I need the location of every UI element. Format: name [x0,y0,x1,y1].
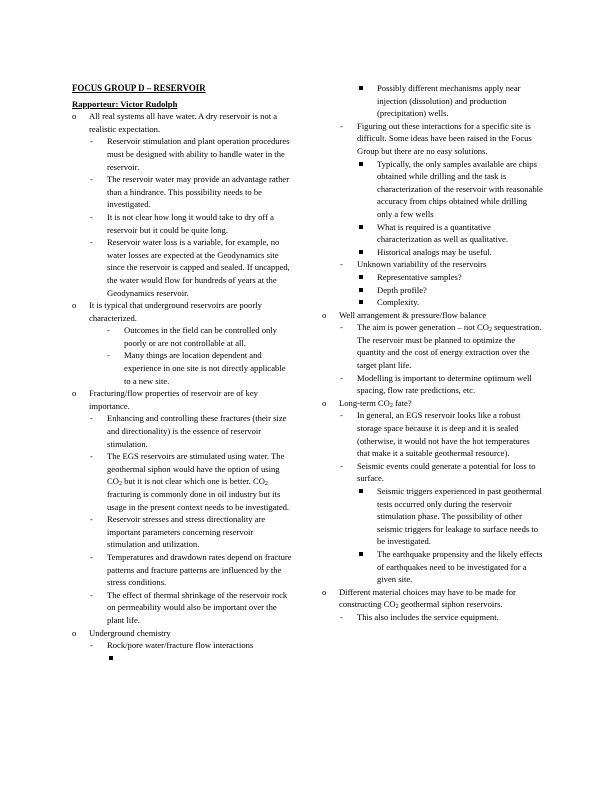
circle-bullet-icon: o [72,388,77,399]
list-item: - Many things are location dependent and experience in one site is not directly applicable to a new site. [107,350,286,386]
list-item: - Outcomes in the field can be controlled only poorly or are not controllable at all. [107,325,277,348]
dash-bullet-icon: - [107,350,110,361]
list-item: - The EGS reservoirs are stimulated using water. The geothermal siphon would have the option of using $CO_2$ but it is not clear which one is better. $CO_2$ fracturing is commonly done in oil industry but its usage in the present context needs to be investigated. [90,451,290,512]
dash-bullet-icon: - [340,120,343,131]
list-item: - The reservoir water may provide an advantage rather than a hindrance. This possibility needs to be investigated. [90,174,290,210]
list-item: Historical analogs may be useful. [322,246,544,259]
dash-bullet-icon: - [340,410,343,421]
list-item: - This also includes the service equipment. [340,611,499,622]
square-bullet-icon [359,86,363,90]
dash-bullet-icon: - [90,589,93,600]
dash-bullet-icon: - [340,259,343,270]
circle-bullet-icon: o [322,586,327,597]
square-bullet-icon [359,300,363,304]
dash-bullet-icon: - [340,372,343,383]
dash-bullet-icon: - [90,413,93,424]
list-item: The earthquake propensity and the likely effects of earthquakes need to be investigated for a given site. [322,548,544,586]
dash-bullet-icon: - [340,611,343,622]
square-bullet-icon [359,489,363,493]
dash-bullet-icon: - [90,211,93,222]
list-item: Complexity. [322,296,544,309]
list-item: Representative samples? [322,271,544,284]
page-title: FOCUS GROUP D – RESERVOIR [72,83,206,93]
square-bullet-icon [359,225,363,229]
circle-bullet-icon: o [322,397,327,408]
dash-bullet-icon: - [340,322,343,333]
right-column [322,82,544,624]
list-item: - Reservoir stimulation and plant operation procedures must be designed with ability to handle water in the reservoir. [90,136,290,172]
list-item: o All real systems all have water. A dry reservoir is not a realistic expectation. [72,111,278,134]
list-item: - Unknown variability of the reservoirs [340,259,487,270]
list-item: Typically, the only samples available are chips obtained while drilling and the task is characterization of the reservoir with reasonable accuracy from chips obtained while drilling only a few wells [322,158,544,221]
list-item: - Modelling is important to determine optimum well spacing, flow rate predictions, etc. [340,372,532,396]
list-item: - Reservoir water loss is a variable, for example, no water losses are expected at the Geodynamics site since the reservoir is capped and sealed. If uncapped, the water would flow for hundreds of years at the Geodynamics reservoir. [90,237,290,298]
list-item: - Figuring out these interactions for a specific site is difficult. Some ideas have been raised in the Focus Group but there are no easy solutions. [340,120,532,156]
dash-bullet-icon: - [90,514,93,525]
circle-bullet-icon: o [322,309,327,320]
list-item: - It is not clear how long it would take to dry off a reservoir but it could be quite long. [90,211,274,235]
list-item: - In general, an EGS reservoir looks like a robust storage space because it is deep and it is sealed (otherwise, it would not have the hot temperatures that make it a suitable geothermal resource). [340,410,530,459]
square-bullet-icon [109,656,113,660]
list-item: - Reservoir stresses and stress directionality are important parameters concerning reservoir stimulation and utilization. [90,514,266,550]
dash-bullet-icon: - [90,551,93,562]
square-bullet-icon [359,162,363,166]
circle-bullet-icon: o [72,627,77,638]
list-item: o Well arrangement & pressure/flow balance [322,309,487,320]
list-item: Seismic triggers experienced in past geothermal tests occurred only during the reservoir stimulation phase. The possibility of other seismic triggers for leakage to surface needs to be investigated. [322,485,544,548]
list-item: What is required is a quantitative characterization as well as qualitative. [322,221,544,246]
list-item: Depth profile? [322,284,544,297]
list-item: - Seismic events could generate a potential for loss to surface. [340,460,536,484]
list-item [72,652,294,665]
dash-bullet-icon: - [90,174,93,185]
list-item: Possibly different mechanisms apply near injection (dissolution) and production (precipitation) wells. [322,82,544,120]
dash-bullet-icon: - [90,136,93,147]
circle-bullet-icon: o [72,111,77,122]
dash-bullet-icon: - [340,460,343,471]
list-item: - Rock/pore water/fracture flow interactions [90,640,254,651]
list-item: - The aim is power generation – not $CO_2$ sequestration. The reservoir must be planned to optimize the quantity and the cost of energy extraction over the target plant life. [340,322,542,371]
square-bullet-icon [359,250,363,254]
dash-bullet-icon: - [90,451,93,462]
list-item: - Enhancing and controlling these fractures (their size and directionality) is the essence of reservoir stimulation. [90,413,287,449]
dash-bullet-icon: - [107,325,110,336]
dash-bullet-icon: - [90,237,93,248]
dash-bullet-icon: - [90,640,93,651]
circle-bullet-icon: o [72,300,77,311]
list-item: o Long-term $CO_2$ fate? [322,397,412,409]
square-bullet-icon [359,552,363,556]
left-column [72,82,294,664]
list-item: - Temperatures and drawdown rates depend on fracture patterns and fracture patterns are influenced by the stress conditions. [90,551,292,588]
list-item: o It is typical that underground reservoirs are poorly characterized. [72,300,262,323]
list-item: - The effect of thermal shrinkage of the reservoir rock on permeability would also be important over the plant life. [90,589,288,625]
rapporteur: Rapporteur: Victor Rudolph [72,98,178,109]
list-item: o Underground chemistry [72,627,171,638]
square-bullet-icon [359,275,363,279]
square-bullet-icon [359,288,363,292]
list-item: o Different material choices may have to be made for constructing $CO_2$ geothermal siphon reservoirs. [322,586,516,611]
list-item: o Fracturing/flow properties of reservoir are of key importance. [72,388,258,411]
